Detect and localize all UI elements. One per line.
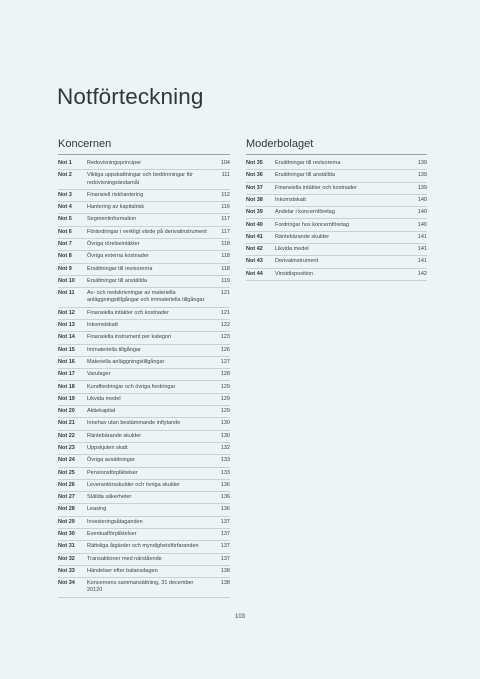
note-page: 133 — [220, 457, 230, 464]
note-title: Uppskjuten skatt — [87, 444, 128, 451]
note-page: 137 — [220, 555, 230, 562]
note-page: 117 — [221, 216, 230, 223]
note-number: Not 29 — [58, 518, 75, 525]
note-page: 136 — [220, 481, 230, 488]
list-item — [58, 492, 230, 504]
page-title: Notförteckning — [57, 84, 204, 109]
note-page: 139 — [417, 160, 427, 167]
note-page: 130 — [220, 432, 230, 439]
note-page: 141 — [417, 258, 427, 265]
note-title: Derivatinstrument — [275, 258, 319, 265]
note-page: 129 — [220, 395, 230, 402]
note-number: Not 7 — [58, 241, 72, 248]
note-page: 118 — [221, 241, 230, 248]
note-title: Av- och nedskrivningar av materiella anläggningstillgångar och immateriella tillgångar — [87, 290, 205, 304]
list-item — [58, 288, 230, 308]
note-number: Not 8 — [58, 253, 72, 260]
list-item — [58, 276, 230, 288]
list-item — [58, 455, 230, 467]
note-page: 127 — [220, 358, 230, 365]
section-heading-koncernen: Koncernen — [58, 138, 230, 155]
note-page: 139 — [417, 172, 427, 179]
list-item — [58, 170, 230, 190]
note-number: Not 31 — [58, 543, 75, 550]
note-number: Not 19 — [58, 395, 75, 402]
list-item — [58, 578, 230, 598]
note-number: Not 30 — [58, 531, 75, 538]
list-item — [58, 158, 230, 170]
list-item — [246, 207, 427, 219]
page-number: 103 — [234, 614, 245, 620]
note-page: 129 — [220, 408, 230, 415]
note-page: 123 — [220, 334, 230, 341]
note-page: 138 — [220, 567, 230, 574]
note-title: Andelar i koncernföretag — [275, 209, 335, 216]
note-number: Not 4 — [58, 204, 72, 211]
note-title: Kundfordringar och övriga fordringar — [87, 383, 176, 390]
note-title: Materiella anläggningstillgångar — [87, 358, 165, 365]
note-number: Not 6 — [58, 228, 72, 235]
list-item — [58, 345, 230, 357]
section-heading-moderbolaget: Moderbolaget — [246, 138, 427, 155]
note-title: Likvida medel — [275, 246, 309, 253]
note-page: 138 — [220, 580, 230, 587]
list-item — [246, 244, 427, 256]
note-number: Not 39 — [246, 209, 263, 216]
note-number: Not 5 — [58, 216, 72, 223]
notes-list-koncernen — [58, 158, 230, 598]
note-title: Inkomstskatt — [275, 196, 306, 203]
note-page: 119 — [221, 277, 230, 284]
note-title: Viktiga uppskattningar och bedömningar för redovisningsändamål — [87, 172, 193, 186]
note-number: Not 38 — [246, 196, 263, 203]
list-item — [58, 406, 230, 418]
note-page: 118 — [221, 253, 230, 260]
list-item — [58, 369, 230, 381]
list-item — [58, 264, 230, 276]
note-page: 128 — [220, 371, 230, 378]
note-title: Likvida medel — [87, 395, 121, 402]
note-number: Not 14 — [58, 334, 75, 341]
note-number: Not 36 — [246, 172, 263, 179]
note-number: Not 16 — [58, 358, 75, 365]
list-item — [58, 332, 230, 344]
note-page: 126 — [220, 346, 230, 353]
note-page: 132 — [220, 444, 230, 451]
note-title: Aktiekapital — [87, 408, 116, 415]
note-title: Räntebärande skulder — [87, 432, 142, 439]
note-number: Not 9 — [58, 265, 72, 272]
note-title: Ersättningar till anställda — [275, 172, 335, 179]
list-item — [246, 170, 427, 182]
note-title: Innehav utan bestämmande inflytande — [87, 420, 181, 427]
list-item — [58, 381, 230, 393]
note-number: Not 10 — [58, 277, 75, 284]
list-item — [58, 480, 230, 492]
note-title: Övriga externa kostnader — [87, 253, 149, 260]
note-number: Not 15 — [58, 346, 75, 353]
note-number: Not 42 — [246, 246, 263, 253]
note-page: 140 — [417, 196, 427, 203]
note-number: Not 25 — [58, 469, 75, 476]
note-page: 111 — [221, 172, 230, 179]
note-page: 112 — [221, 191, 230, 198]
note-page: 121 — [220, 290, 230, 297]
note-title: Vinstdisposition — [275, 270, 314, 277]
note-number: Not 43 — [246, 258, 263, 265]
section-moderbolaget — [246, 138, 427, 281]
note-number: Not 12 — [58, 309, 75, 316]
note-title: Finansiell riskhantering — [87, 191, 144, 198]
note-title: Leasing — [87, 506, 107, 513]
note-title: Inkomstskatt — [87, 322, 118, 329]
note-page: 140 — [417, 221, 427, 228]
list-item — [58, 468, 230, 480]
note-page: 130 — [220, 420, 230, 427]
list-item — [58, 190, 230, 202]
note-title: Rättsliga åtgärder och myndighetsförfaranden — [87, 543, 199, 550]
note-title: Redovisningsprinciper — [87, 160, 142, 167]
list-item — [58, 418, 230, 430]
list-item — [58, 541, 230, 553]
note-page: 142 — [417, 270, 427, 277]
note-number: Not 32 — [58, 555, 75, 562]
note-page: 118 — [221, 265, 230, 272]
note-page: 133 — [220, 469, 230, 476]
note-number: Not 3 — [58, 191, 72, 198]
note-number: Not 33 — [58, 567, 75, 574]
note-page: 137 — [220, 518, 230, 525]
list-item — [246, 232, 427, 244]
list-item — [58, 517, 230, 529]
list-item — [246, 256, 427, 268]
note-number: Not 41 — [246, 233, 263, 240]
note-number: Not 26 — [58, 481, 75, 488]
list-item — [58, 202, 230, 214]
note-title: Transaktioner med närstående — [87, 555, 162, 562]
note-page: 137 — [220, 531, 230, 538]
list-item — [246, 158, 427, 170]
list-item — [58, 227, 230, 239]
note-title: Finansiella intäkter och kostnader — [275, 184, 357, 191]
list-item — [58, 357, 230, 369]
note-page: 121 — [220, 309, 230, 316]
note-number: Not 34 — [58, 580, 75, 587]
note-title: Finansiella intäkter och kostnader — [87, 309, 169, 316]
note-number: Not 24 — [58, 457, 75, 464]
note-page: 141 — [417, 246, 427, 253]
note-page: 139 — [417, 184, 427, 191]
note-title: Övriga rörelseintäkter — [87, 241, 140, 248]
list-item — [58, 239, 230, 251]
note-title: Finansiella instrument per kategori — [87, 334, 172, 341]
list-item — [246, 219, 427, 231]
note-number: Not 11 — [58, 290, 75, 297]
note-title: Ersättningar till anställda — [87, 277, 147, 284]
note-page: 117 — [221, 228, 230, 235]
note-title: Pensionsförpliktelser — [87, 469, 138, 476]
note-number: Not 23 — [58, 444, 75, 451]
note-number: Not 17 — [58, 371, 75, 378]
note-page: 141 — [417, 233, 427, 240]
note-page: 116 — [221, 204, 230, 211]
note-number: Not 21 — [58, 420, 75, 427]
note-title: Övriga avsättningar — [87, 457, 135, 464]
note-number: Not 27 — [58, 494, 75, 501]
note-title: Förändringar i verkligt värde på derivatinstrument — [87, 228, 207, 235]
list-item — [246, 195, 427, 207]
list-item — [58, 214, 230, 226]
note-title: Räntebärande skulder — [275, 233, 330, 240]
list-item — [58, 529, 230, 541]
list-item — [58, 504, 230, 516]
note-title: Koncernens sammansättning, 31 december 20120 — [87, 580, 194, 594]
list-item — [58, 566, 230, 578]
note-title: Leverantörsskulder och övriga skulder — [87, 481, 180, 488]
note-title: Händelser efter balansdagen — [87, 567, 158, 574]
note-number: Not 28 — [58, 506, 75, 513]
note-number: Not 18 — [58, 383, 75, 390]
list-item — [58, 443, 230, 455]
list-item — [246, 269, 427, 281]
list-item — [246, 183, 427, 195]
note-title: Ersättningar till revisorerna — [87, 265, 153, 272]
note-number: Not 40 — [246, 221, 263, 228]
list-item — [58, 394, 230, 406]
note-number: Not 37 — [246, 184, 263, 191]
list-item — [58, 308, 230, 320]
note-number: Not 1 — [58, 160, 72, 167]
note-title: Varulager — [87, 371, 111, 378]
note-page: 137 — [220, 543, 230, 550]
list-item — [58, 320, 230, 332]
note-title: Fordringar hos koncernföretag — [275, 221, 349, 228]
note-page: 122 — [220, 322, 230, 329]
note-title: Hantering av kapitalrisk — [87, 204, 145, 211]
note-title: Immateriella tillgångar — [87, 346, 141, 353]
note-number: Not 13 — [58, 322, 75, 329]
note-page: 140 — [417, 209, 427, 216]
note-page: 129 — [220, 383, 230, 390]
list-item — [58, 251, 230, 263]
note-title: Investeringsåtaganden — [87, 518, 143, 525]
note-number: Not 44 — [246, 270, 263, 277]
note-title: Eventualförpliktelser — [87, 531, 137, 538]
note-page: 136 — [220, 494, 230, 501]
note-title: Ställda säkerheter — [87, 494, 132, 501]
section-koncernen — [58, 138, 230, 598]
note-page: 136 — [220, 506, 230, 513]
list-item — [58, 431, 230, 443]
note-title: Ersättningar till revisorerna — [275, 160, 341, 167]
note-page: 104 — [220, 160, 230, 167]
notes-list-moderbolaget — [246, 158, 427, 281]
note-number: Not 2 — [58, 172, 72, 179]
note-title: Segmentinformation — [87, 216, 137, 223]
note-number: Not 20 — [58, 408, 75, 415]
list-item — [58, 554, 230, 566]
note-number: Not 35 — [246, 160, 263, 167]
note-number: Not 22 — [58, 432, 75, 439]
